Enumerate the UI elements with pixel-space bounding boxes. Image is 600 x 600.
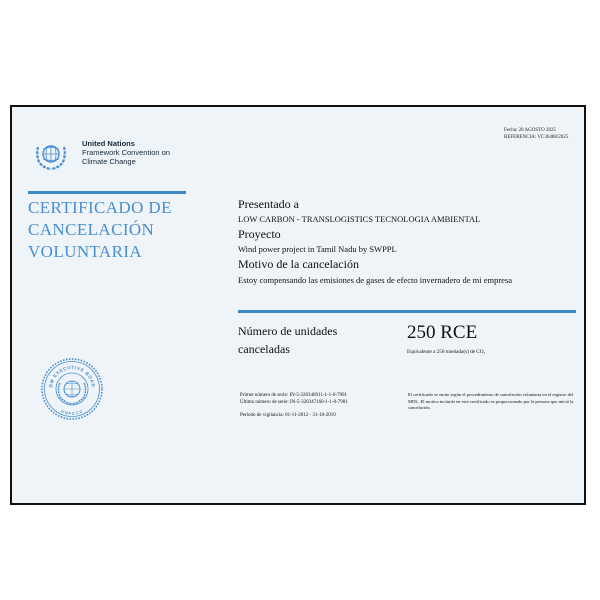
first-serial: Primer número de serie: IN-5-320346911-1-1-0-7901 <box>240 393 348 398</box>
title-line-2: CANCELACIÓN <box>28 220 155 239</box>
certificate-title <box>28 197 198 263</box>
certificate-note: El certificado se emite según el procedimiento de cancelación voluntaria en el registro del MDL. El motivo incluido en este certificado es proporcionado por la persona que inició la cancelación. <box>408 392 574 410</box>
unfccc-laurel-emblem-icon <box>34 137 68 171</box>
project-value: Wind power project in Tamil Nadu by SWPPL <box>238 244 397 254</box>
project-label: Proyecto <box>238 227 281 241</box>
serial-numbers <box>240 392 348 406</box>
organization-name <box>82 139 170 166</box>
org-line-3: Climate Change <box>82 157 136 166</box>
presented-to-value: LOW CARBON - TRANSLOGISTICS TECNOLOGIA AMBIENTAL <box>238 214 481 224</box>
org-line-1: United Nations <box>82 139 135 148</box>
units-rule <box>238 310 576 313</box>
org-line-2: Framework Convention on <box>82 148 170 157</box>
title-rule <box>28 191 186 194</box>
title-line-3: VOLUNTARIA <box>28 242 143 261</box>
organization-logo <box>34 137 204 171</box>
units-label-line-1: Número de unidades <box>238 324 338 338</box>
certificate <box>10 105 586 505</box>
units-label-line-2: canceladas <box>238 342 290 356</box>
seal-bottom-text: UNFCCC <box>60 408 84 417</box>
units-value: 250 RCE <box>407 322 478 343</box>
presented-to-label: Presentado a <box>238 197 299 211</box>
monitoring-period: Período de vigilancia: 01-11-2012 - 31-10-2019 <box>240 413 336 418</box>
reason-value: Estoy compensando las emisiones de gases de efecto invernadero de mi empresa <box>238 275 513 285</box>
reason-label: Motivo de la cancelación <box>238 257 359 271</box>
title-line-1: CERTIFICADO DE <box>28 198 172 217</box>
cdm-seal-icon <box>40 357 104 421</box>
issue-date: Fecha: 28 AGOSTO 2025 <box>504 128 556 133</box>
header-dates <box>504 127 568 141</box>
last-serial: Último número de serie: IN-5-320347160-1-1-0-7901 <box>240 400 348 405</box>
units-equivalent: Equivalente a 250 tonelada(s) de CO₂ <box>407 349 486 355</box>
units-label <box>238 322 337 358</box>
reference-number: REFERENCIA: VC36488/2025 <box>504 135 569 140</box>
seal-top-text: DM EXECUTIVE BOAR <box>48 364 96 388</box>
